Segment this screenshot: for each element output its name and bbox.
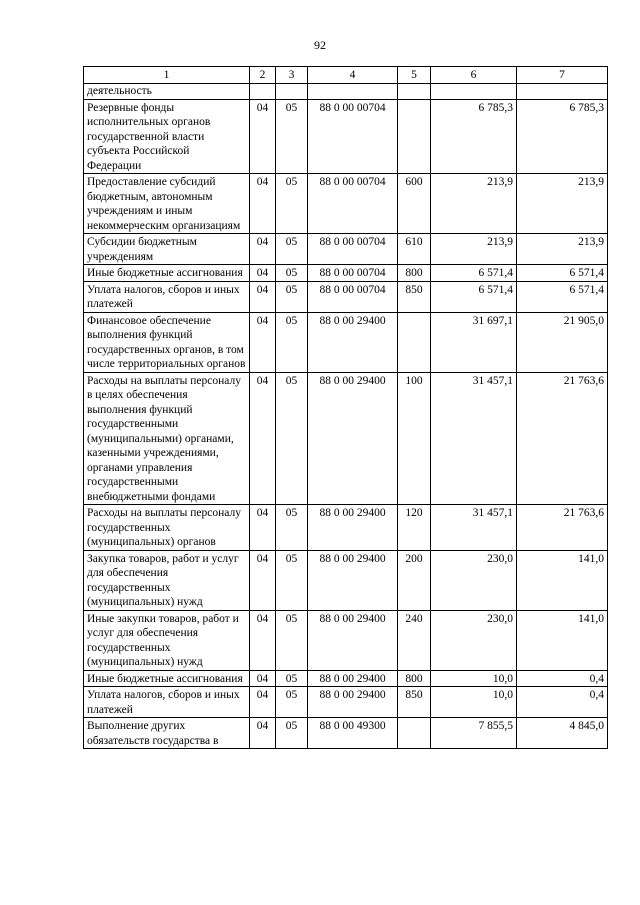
row-name-cell: Иные закупки товаров, работ и услуг для обеспечения государственных (муниципальных) нужд bbox=[84, 610, 250, 670]
table-row bbox=[84, 99, 608, 174]
amount-col6-cell: 230,0 bbox=[431, 610, 517, 670]
table-row bbox=[84, 265, 608, 282]
amount-col7-cell: 141,0 bbox=[517, 610, 608, 670]
row-name-cell: Выполнение других обязательств государства в bbox=[84, 718, 250, 749]
row-name-cell: Расходы на выплаты персоналу государственных (муниципальных) органов bbox=[84, 505, 250, 551]
prz-code-cell: 05 bbox=[276, 550, 308, 610]
csr-code-cell: 88 0 00 49300 bbox=[308, 718, 398, 749]
amount-col6-cell bbox=[431, 84, 517, 100]
amount-col7-cell: 141,0 bbox=[517, 550, 608, 610]
prz-code-cell: 05 bbox=[276, 234, 308, 265]
vr-code-cell bbox=[398, 312, 431, 372]
page-number: 92 bbox=[314, 38, 326, 52]
vr-code-cell: 800 bbox=[398, 670, 431, 687]
prz-code-cell: 05 bbox=[276, 687, 308, 718]
amount-col6-cell: 213,9 bbox=[431, 174, 517, 234]
prz-code-cell: 05 bbox=[276, 265, 308, 282]
amount-col6-cell: 31 697,1 bbox=[431, 312, 517, 372]
vr-code-cell: 850 bbox=[398, 687, 431, 718]
budget-table bbox=[83, 66, 608, 749]
prz-code-cell: 05 bbox=[276, 174, 308, 234]
rz-code-cell: 04 bbox=[250, 312, 276, 372]
rz-code-cell: 04 bbox=[250, 174, 276, 234]
csr-code-cell: 88 0 00 00704 bbox=[308, 174, 398, 234]
vr-code-cell bbox=[398, 84, 431, 100]
rz-code-cell: 04 bbox=[250, 234, 276, 265]
prz-code-cell: 05 bbox=[276, 99, 308, 174]
vr-code-cell: 240 bbox=[398, 610, 431, 670]
prz-code-cell: 05 bbox=[276, 610, 308, 670]
amount-col6-cell: 31 457,1 bbox=[431, 372, 517, 505]
vr-code-cell: 800 bbox=[398, 265, 431, 282]
table-row bbox=[84, 687, 608, 718]
csr-code-cell: 88 0 00 29400 bbox=[308, 670, 398, 687]
amount-col6-cell: 6 571,4 bbox=[431, 265, 517, 282]
csr-code-cell: 88 0 00 00704 bbox=[308, 265, 398, 282]
rz-code-cell: 04 bbox=[250, 372, 276, 505]
rz-code-cell: 04 bbox=[250, 550, 276, 610]
amount-col7-cell: 6 785,3 bbox=[517, 99, 608, 174]
amount-col7-cell: 21 763,6 bbox=[517, 505, 608, 551]
prz-code-cell: 05 bbox=[276, 505, 308, 551]
column-header: 1 bbox=[84, 67, 250, 84]
row-name-cell: Уплата налогов, сборов и иных платежей bbox=[84, 687, 250, 718]
amount-col6-cell: 10,0 bbox=[431, 670, 517, 687]
csr-code-cell: 88 0 00 00704 bbox=[308, 281, 398, 312]
rz-code-cell: 04 bbox=[250, 265, 276, 282]
table-row bbox=[84, 505, 608, 551]
vr-code-cell: 610 bbox=[398, 234, 431, 265]
prz-code-cell: 05 bbox=[276, 372, 308, 505]
amount-col7-cell: 213,9 bbox=[517, 234, 608, 265]
table-row bbox=[84, 312, 608, 372]
row-name-cell: Закупка товаров, работ и услуг для обеспечения государственных (муниципальных) нужд bbox=[84, 550, 250, 610]
prz-code-cell: 05 bbox=[276, 281, 308, 312]
amount-col7-cell bbox=[517, 84, 608, 100]
rz-code-cell: 04 bbox=[250, 718, 276, 749]
row-name-cell: Финансовое обеспечение выполнения функций государственных органов, в том числе территориальных органов bbox=[84, 312, 250, 372]
column-header: 5 bbox=[398, 67, 431, 84]
amount-col7-cell: 4 845,0 bbox=[517, 718, 608, 749]
prz-code-cell: 05 bbox=[276, 718, 308, 749]
csr-code-cell: 88 0 00 29400 bbox=[308, 372, 398, 505]
vr-code-cell: 120 bbox=[398, 505, 431, 551]
amount-col6-cell: 6 785,3 bbox=[431, 99, 517, 174]
csr-code-cell: 88 0 00 29400 bbox=[308, 550, 398, 610]
column-header: 3 bbox=[276, 67, 308, 84]
vr-code-cell: 850 bbox=[398, 281, 431, 312]
column-header: 4 bbox=[308, 67, 398, 84]
header-row bbox=[84, 67, 608, 84]
csr-code-cell: 88 0 00 29400 bbox=[308, 312, 398, 372]
csr-code-cell: 88 0 00 29400 bbox=[308, 505, 398, 551]
rz-code-cell: 04 bbox=[250, 670, 276, 687]
prz-code-cell: 05 bbox=[276, 670, 308, 687]
row-name-cell: Расходы на выплаты персоналу в целях обеспечения выполнения функций государственными (муниципальными) органами, казенными учреждениями, органами управления государственными внебюджетными фондами bbox=[84, 372, 250, 505]
column-header: 2 bbox=[250, 67, 276, 84]
rz-code-cell: 04 bbox=[250, 99, 276, 174]
row-name-cell: Резервные фонды исполнительных органов государственной власти субъекта Российской Федерации bbox=[84, 99, 250, 174]
vr-code-cell: 200 bbox=[398, 550, 431, 610]
rz-code-cell bbox=[250, 84, 276, 100]
row-name-cell: Предоставление субсидий бюджетным, автономным учреждениям и иным некоммерческим организациям bbox=[84, 174, 250, 234]
table-row bbox=[84, 174, 608, 234]
amount-col6-cell: 7 855,5 bbox=[431, 718, 517, 749]
amount-col6-cell: 213,9 bbox=[431, 234, 517, 265]
table-row bbox=[84, 234, 608, 265]
amount-col7-cell: 0,4 bbox=[517, 687, 608, 718]
rz-code-cell: 04 bbox=[250, 505, 276, 551]
table-row bbox=[84, 670, 608, 687]
amount-col7-cell: 6 571,4 bbox=[517, 265, 608, 282]
amount-col7-cell: 0,4 bbox=[517, 670, 608, 687]
rz-code-cell: 04 bbox=[250, 281, 276, 312]
table-row bbox=[84, 372, 608, 505]
amount-col7-cell: 213,9 bbox=[517, 174, 608, 234]
amount-col6-cell: 6 571,4 bbox=[431, 281, 517, 312]
table-row bbox=[84, 610, 608, 670]
row-name-cell: Иные бюджетные ассигнования bbox=[84, 265, 250, 282]
table-row bbox=[84, 718, 608, 749]
table-body bbox=[84, 84, 608, 749]
csr-code-cell: 88 0 00 29400 bbox=[308, 610, 398, 670]
prz-code-cell: 05 bbox=[276, 312, 308, 372]
table-row bbox=[84, 84, 608, 100]
table-row bbox=[84, 281, 608, 312]
column-header: 6 bbox=[431, 67, 517, 84]
csr-code-cell: 88 0 00 00704 bbox=[308, 99, 398, 174]
amount-col7-cell: 6 571,4 bbox=[517, 281, 608, 312]
csr-code-cell: 88 0 00 29400 bbox=[308, 687, 398, 718]
vr-code-cell bbox=[398, 99, 431, 174]
amount-col6-cell: 10,0 bbox=[431, 687, 517, 718]
row-name-cell: Субсидии бюджетным учреждениям bbox=[84, 234, 250, 265]
rz-code-cell: 04 bbox=[250, 687, 276, 718]
amount-col6-cell: 230,0 bbox=[431, 550, 517, 610]
amount-col7-cell: 21 763,6 bbox=[517, 372, 608, 505]
amount-col7-cell: 21 905,0 bbox=[517, 312, 608, 372]
vr-code-cell: 100 bbox=[398, 372, 431, 505]
rz-code-cell: 04 bbox=[250, 610, 276, 670]
column-header: 7 bbox=[517, 67, 608, 84]
amount-col6-cell: 31 457,1 bbox=[431, 505, 517, 551]
row-name-cell: Иные бюджетные ассигнования bbox=[84, 670, 250, 687]
table-row bbox=[84, 550, 608, 610]
vr-code-cell bbox=[398, 718, 431, 749]
prz-code-cell bbox=[276, 84, 308, 100]
csr-code-cell: 88 0 00 00704 bbox=[308, 234, 398, 265]
vr-code-cell: 600 bbox=[398, 174, 431, 234]
row-name-cell: деятельность bbox=[84, 84, 250, 100]
row-name-cell: Уплата налогов, сборов и иных платежей bbox=[84, 281, 250, 312]
csr-code-cell bbox=[308, 84, 398, 100]
